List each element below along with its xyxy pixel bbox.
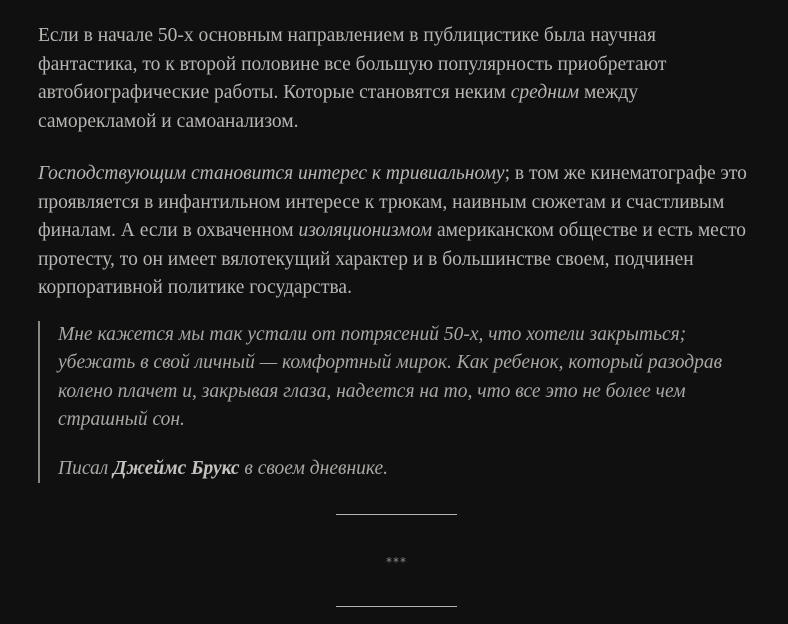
paragraph-2 (38, 160, 758, 303)
paragraph-1-text-b: между саморекламой и самоанализом. (38, 82, 639, 132)
paragraph-1 (38, 22, 758, 136)
blockquote (38, 321, 758, 484)
attribution-suffix: в своем дневнике. (239, 457, 389, 479)
article-body (38, 22, 758, 483)
paragraph-2-emphasis-a: Господствующим становится интерес к тривиальному (38, 163, 505, 184)
paragraph-1-text-a: Если в начале 50-х основным направлением в публицистике была научная фантастика, то к второй половине все большую популярность приобретают автобиографические работы. Которые становятся неким (38, 25, 667, 103)
divider-line-bottom (336, 606, 457, 607)
paragraph-2-text-a: ; в том же кинематографе это проявляется в инфантильном интересе к трюкам, наивным сюжетам и счастливым финалам. А если в охваченном (38, 163, 747, 241)
paragraph-2-text-b: американском обществе и есть место протесту, то он имеет вялотекущий характер и в большинстве своем, подчинен корпоративной политике государства. (38, 220, 746, 298)
divider-line-top (336, 514, 457, 515)
section-divider-stars: *** (386, 555, 407, 569)
attribution-prefix: Писал (58, 457, 114, 479)
paragraph-2-emphasis-b: изоляционизмом (298, 220, 433, 241)
paragraph-1-emphasis: средним (510, 82, 580, 103)
quote-attribution (58, 455, 758, 484)
quote-text: Мне кажется мы так устали от потрясений 50-х, что хотели закрыться; убежать в свой личный — комфортный мирок. Как ребенок, который разодрав колено плачет и, закрывая глаза, надеется на то, что все это не более чем страшный сон. (58, 323, 723, 430)
quote-author: Джеймс Брукс (113, 457, 240, 479)
